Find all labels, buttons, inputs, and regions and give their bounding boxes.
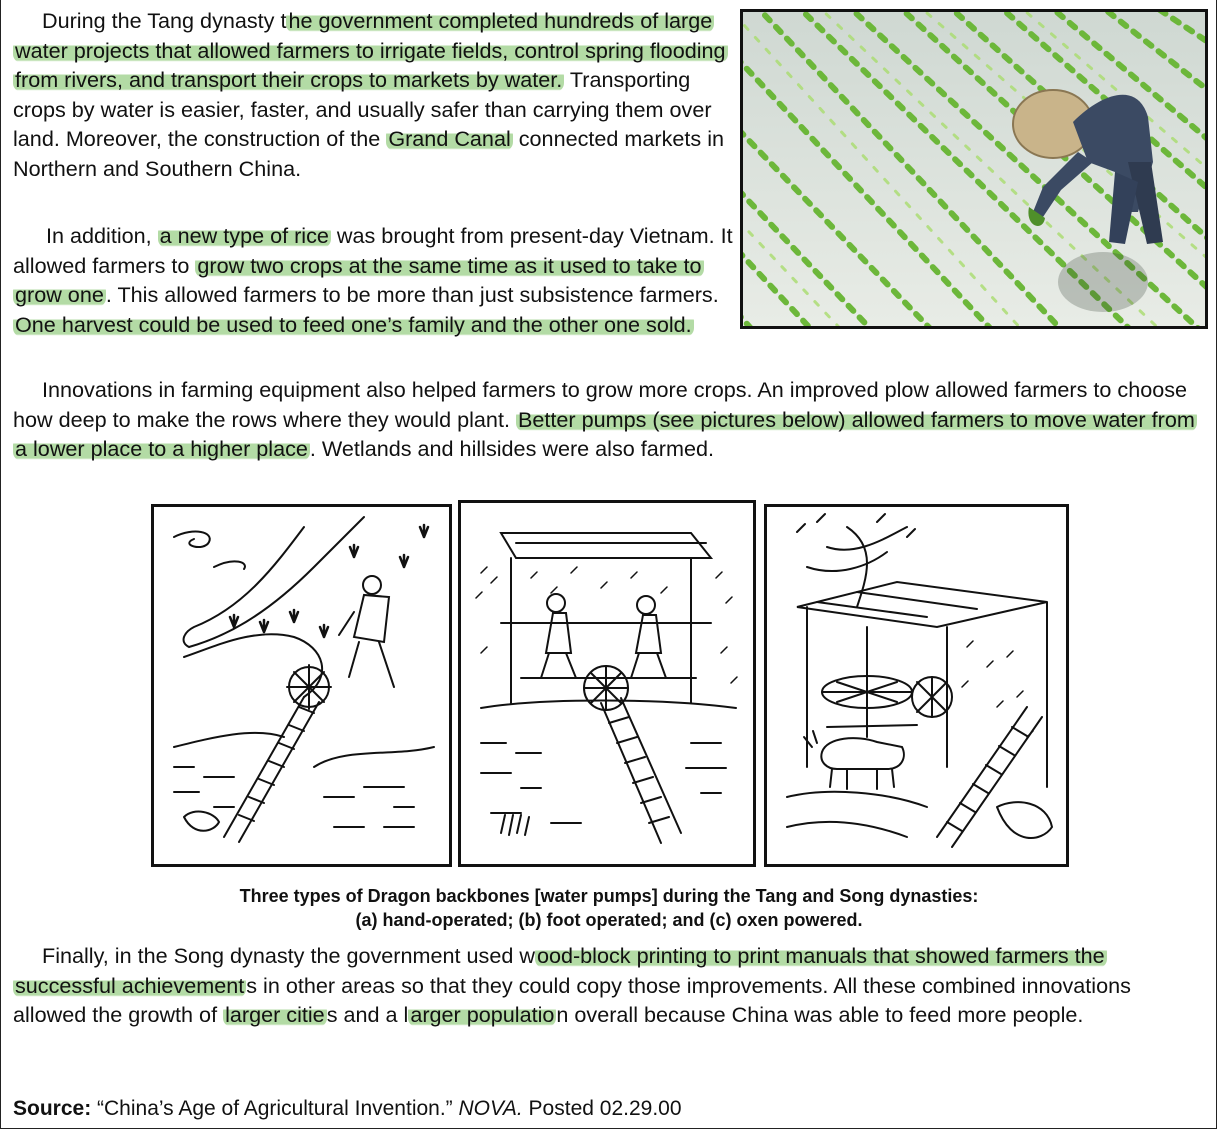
highlight: One harvest could be used to feed one’s family and the other one sold. (15, 311, 692, 337)
caption-line: Three types of Dragon backbones [water pumps] during the Tang and Song dynasties: (239, 886, 979, 906)
source-date: Posted 02.29.00 (522, 1097, 682, 1120)
text: Finally, in the Song dynasty the government used w (42, 943, 535, 968)
text: . This allowed farmers to be more than just subsistence farmers. (105, 282, 719, 307)
pump-a-drawing (154, 507, 449, 864)
text: was brought from present-day Vietnam. It allowed farmers to (13, 223, 733, 278)
source-citation (13, 1094, 682, 1123)
highlight: Grand Canal (388, 126, 511, 151)
highlight: Better pumps (see pictures below) allowed farmers to move water from a lower place to a higher place (15, 406, 1195, 461)
text: connected markets in Northern and Southern China. (13, 126, 724, 181)
oxen-powered-pump-illustration (764, 504, 1069, 867)
source-label: Source: (13, 1097, 92, 1120)
highlight: grow two crops at the same time as it used to take to grow one (15, 252, 702, 307)
text: s in other areas so that they could copy those improvements. All these combined innovations allowed the growth o (13, 972, 1131, 1027)
paragraph-tang-water-projects (13, 6, 735, 183)
hand-operated-pump-illustration (151, 504, 452, 867)
text: In addition, (46, 223, 158, 248)
highlight: ood-block printing to print manuals that showed farmers the successful achievement (15, 943, 1105, 998)
text: n overall because China was able to feed more people. (556, 1002, 1084, 1027)
highlight: he government completed hundreds of large water projects that allowed farmers to irrigate fields, control spring flooding from rivers, and transport their crops to markets by water. (15, 8, 726, 92)
rice-paddy-photo (740, 9, 1208, 329)
source-title: “China’s Age of Agricultural Invention.” (91, 1097, 459, 1120)
text: f (211, 1002, 224, 1027)
source-publication: NOVA. (458, 1097, 523, 1120)
rice-paddy-illustration (743, 12, 1205, 326)
highlight: a new type of rice (159, 223, 329, 248)
text: During the Tang dynasty t (42, 8, 287, 33)
pump-b-drawing (461, 503, 753, 864)
text: s and a l (326, 1002, 409, 1027)
text: Innovations in farming equipment also helped farmers to grow more crops. An improved plow allowed farmers to choose how deep to make the rows where they would plant. (13, 377, 1188, 432)
foot-operated-pump-illustration (458, 500, 756, 867)
highlight: arger populatio (410, 1002, 555, 1027)
pump-c-drawing (767, 507, 1066, 864)
text: . Wetlands and hillsides were also farmed. (309, 436, 714, 461)
highlight: larger citie (225, 1002, 325, 1027)
paragraph-song-printing (13, 941, 1208, 1030)
paragraph-new-rice (13, 221, 735, 339)
paragraph-farming-equipment (13, 375, 1203, 464)
figure-caption (150, 884, 1068, 932)
text: Transporting crops by water is easier, faster, and usually safer than carrying them over land. Moreover, the construction of the (13, 67, 712, 151)
caption-line: (a) hand-operated; (b) foot operated; and (c) oxen powered. (355, 910, 863, 930)
